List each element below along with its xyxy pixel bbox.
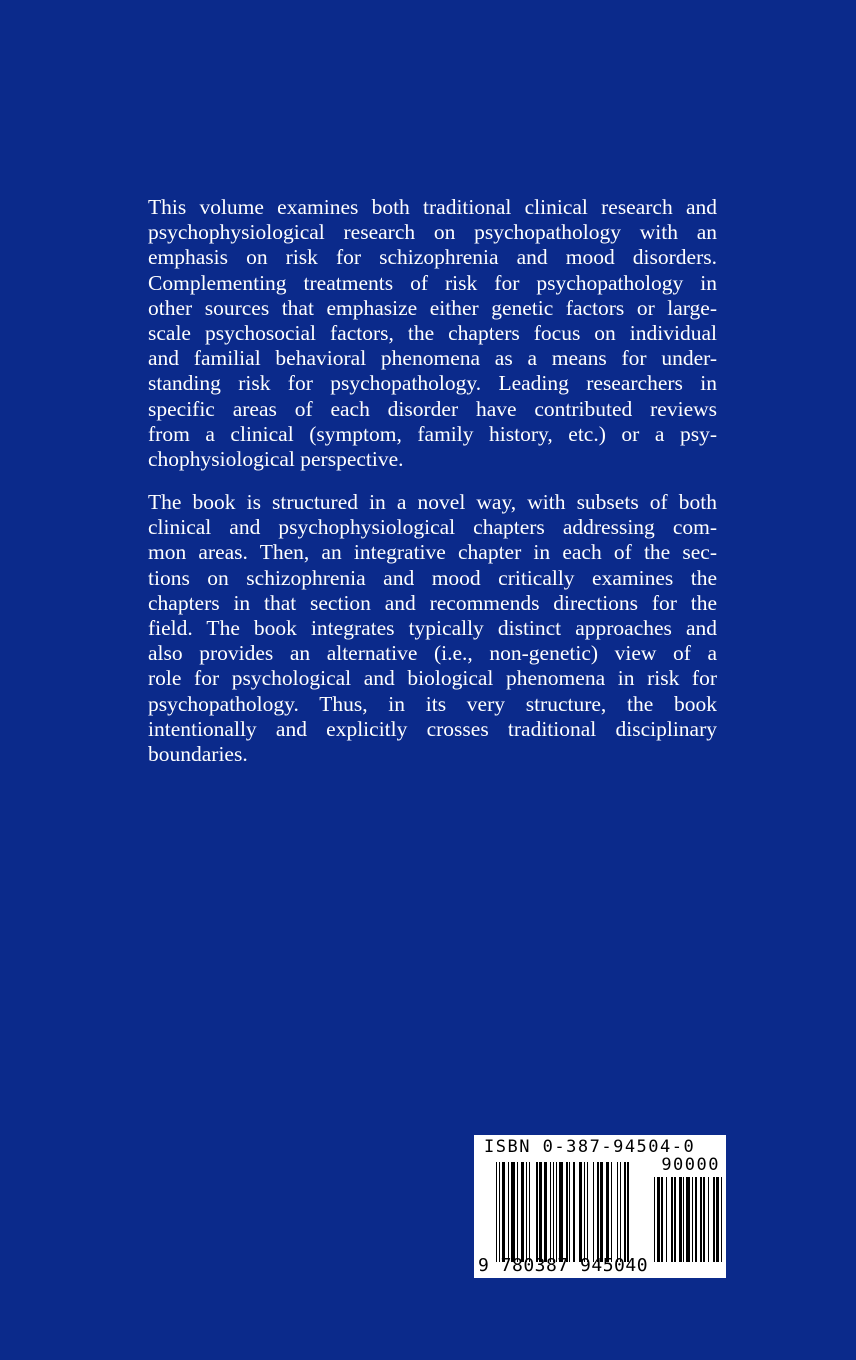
bar [617, 1162, 618, 1262]
bar [539, 1162, 542, 1262]
text-line: This volume examines both traditional clinical research and [148, 195, 717, 219]
bar [587, 1162, 588, 1262]
bar [569, 1162, 570, 1262]
description-paragraph-1 [148, 195, 717, 472]
bar [499, 1162, 500, 1262]
bar [517, 1162, 518, 1262]
bar [502, 1162, 505, 1262]
text-line: other sources that emphasize either genetic factors or large- [148, 295, 717, 320]
text-line: The book is structured in a novel way, with subsets of both [148, 490, 717, 514]
bar [496, 1162, 497, 1262]
bar [553, 1162, 554, 1262]
bar [624, 1162, 625, 1262]
bar [716, 1177, 719, 1262]
text-line: standing risk for psychopathology. Leading researchers in [148, 371, 717, 396]
bar [713, 1177, 714, 1262]
bar [661, 1177, 662, 1262]
bar [521, 1162, 524, 1262]
isbn-label: ISBN 0-387-94504-0 [484, 1137, 696, 1157]
bar [700, 1177, 701, 1262]
text-line: psychopathology. Thus, in its very structure, the book [148, 691, 717, 716]
text-line: role for psychological and biological phenomena in risk for [148, 666, 717, 691]
bar [695, 1177, 698, 1262]
bar [683, 1177, 684, 1262]
text-line: Complementing treatments of risk for psychopathology in [148, 270, 717, 295]
addon-bars [654, 1177, 722, 1262]
bar [654, 1177, 655, 1262]
text-line: boundaries. [148, 741, 248, 766]
text-line: clinical and psychophysiological chapters addressing com- [148, 515, 717, 540]
bar [686, 1177, 690, 1262]
bar [679, 1177, 682, 1262]
bar [606, 1162, 609, 1262]
ean-number: 9 780387 945040 [478, 1255, 649, 1276]
bar [526, 1162, 527, 1262]
description-paragraph-2 [148, 490, 717, 767]
bar [666, 1177, 667, 1262]
text-line: intentionally and explicitly crosses traditional disciplinary [148, 716, 717, 741]
bar [511, 1162, 515, 1262]
bar [703, 1177, 704, 1262]
bar [529, 1162, 530, 1262]
text-line: chapters in that section and recommends directions for the [148, 590, 717, 615]
bar [536, 1162, 537, 1262]
text-line: chophysiological perspective. [148, 446, 404, 471]
text-line: from a clinical (symptom, family history, etc.) or a psy- [148, 421, 717, 446]
bar [620, 1162, 621, 1262]
bar [627, 1162, 628, 1262]
text-line: specific areas of each disorder have contributed reviews [148, 396, 717, 421]
bar [593, 1162, 594, 1262]
bar [550, 1162, 551, 1262]
bar [657, 1177, 660, 1262]
text-line: field. The book integrates typically distinct approaches and [148, 615, 717, 640]
bar [674, 1177, 675, 1262]
text-line: psychophysiological research on psychopathology with an [148, 220, 717, 245]
text-line: and familial behavioral phenomena as a means for under- [148, 346, 717, 371]
bar [573, 1162, 574, 1262]
bar [559, 1162, 563, 1262]
bar [692, 1177, 693, 1262]
bar [721, 1177, 722, 1262]
bar [566, 1162, 567, 1262]
isbn-barcode [474, 1135, 726, 1278]
text-line: also provides an alternative (i.e., non-genetic) view of a [148, 641, 717, 666]
text-line: scale psychosocial factors, the chapters focus on individual [148, 320, 717, 345]
bar [579, 1162, 582, 1262]
bar [611, 1162, 612, 1262]
text-line: mon areas. Then, an integrative chapter in each of the sec- [148, 540, 717, 565]
bar [597, 1162, 598, 1262]
text-line: tions on schizophrenia and mood critically examines the [148, 565, 717, 590]
bar [584, 1162, 585, 1262]
bar [508, 1162, 509, 1262]
bar [544, 1162, 547, 1262]
ean-bars [496, 1162, 638, 1262]
bar [600, 1162, 603, 1262]
text-line: emphasis on risk for schizophrenia and mood disorders. [148, 245, 717, 270]
bar [708, 1177, 709, 1262]
price-addon-number: 90000 [661, 1155, 720, 1175]
bar [671, 1177, 672, 1262]
bar [556, 1162, 557, 1262]
